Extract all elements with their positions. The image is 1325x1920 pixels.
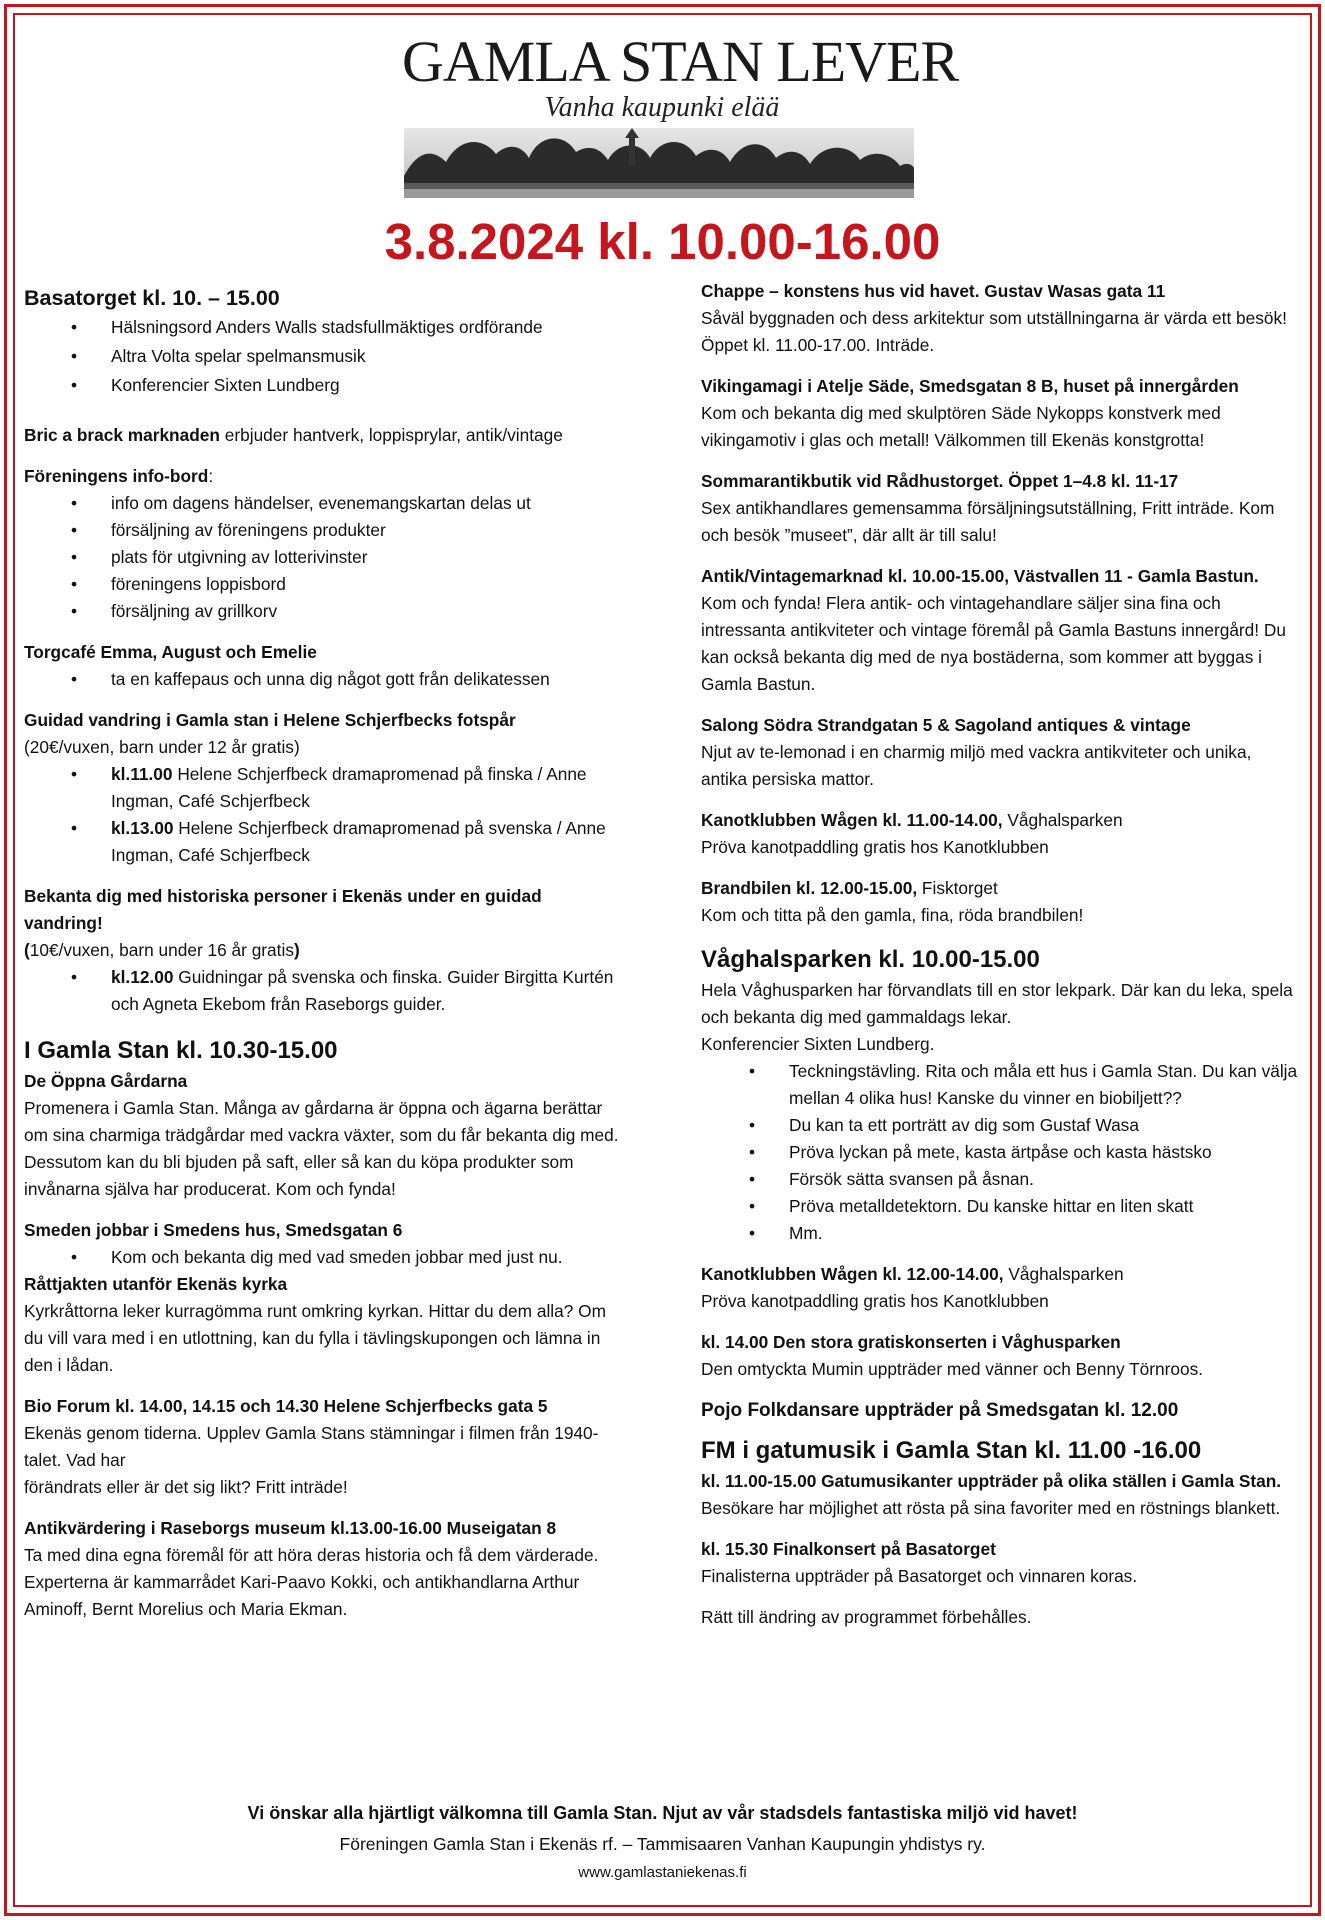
item-text: Helene Schjerfbeck dramapromenad på svenska / Anne Ingman, Café Schjerfbeck [111, 818, 606, 865]
section-title: Bric a brack marknaden [24, 425, 220, 445]
event-date-time: 3.8.2024 kl. 10.00-16.00 [384, 213, 941, 270]
list-item: • försäljning av grillkorv [24, 598, 624, 625]
section-title: Antik/Vintagemarknad kl. 10.00-15.00, Västvallen 11 - Gamla Bastun. [701, 566, 1259, 586]
section-title: Basatorget kl. 10. – 15.00 [24, 286, 280, 310]
section-desc: Besökare har möjlighet att rösta på sina favoriter med en röstnings blankett. [701, 1498, 1281, 1518]
bullet-list [701, 1058, 1301, 1247]
section-colon: : [208, 466, 214, 486]
section-desc: Promenera i Gamla Stan. Många av gårdarna är öppna och ägarna berättar om sina charmiga trädgårdar med vackra växter, som du får bekanta dig med. Dessutom kan du bli bjuden på saft, eller så kan du köpa produkter som invånarna själva har producerat. Kom och fynda! [24, 1098, 619, 1199]
section-brandbilen [701, 875, 1301, 929]
section-desc: Kom och titta på den gamla, fina, röda brandbilen! [701, 905, 1084, 925]
section-text [24, 463, 624, 490]
footer-welcome: Vi önskar alla hjärtligt välkomna till Gamla Stan. Njut av vår stadsdels fantastiska miljö vid havet! [247, 1803, 1078, 1823]
section-title: Föreningens info-bord [24, 466, 209, 486]
footer-organization: Föreningen Gamla Stan i Ekenäs rf. – Tammisaaren Vanhan Kaupungin yhdistys ry. [339, 1834, 986, 1854]
section-historiska-personer [24, 883, 624, 1018]
section-oppna-gardarna [24, 1068, 624, 1203]
bullet-list [24, 761, 624, 869]
list-item: • Du kan ta ett porträtt av dig som Gustaf Wasa [701, 1112, 1301, 1139]
list-item: • Pröva lyckan på mete, kasta ärtpåse och kasta hästsko [701, 1139, 1301, 1166]
section-desc: Kyrkråttorna leker kurragömma runt omkring kyrkan. Hittar du dem alla? Om du vill vara med i en utlottning, kan du fylla i tävlingskupongen och lämna in den i lådan. [24, 1301, 607, 1375]
list-item: • Mm. [701, 1220, 1301, 1247]
footer-website-link[interactable]: www.gamlastaniekenas.fi [578, 1864, 747, 1881]
section-desc: Finalisterna uppträder på Basatorget och vinnaren koras. [701, 1566, 1138, 1586]
section-smeden [24, 1217, 624, 1271]
item-text: Guidningar på svenska och finska. Guider Birgitta Kurtén och Agneta Ekebom från Raseborgs guider. [111, 967, 614, 1014]
section-finalkonsert [701, 1536, 1301, 1590]
section-title: Våghalsparken kl. 10.00-15.00 [701, 946, 1040, 973]
section-title: Smeden jobbar i Smedens hus, Smedsgatan 6 [24, 1220, 403, 1240]
section-desc: Kom och fynda! Flera antik- och vintagehandlare säljer sina fina och intressanta antikviteter och vintage föremål på Gamla Bastuns innergård! Du kan också bekanta dig med de nya bostäderna, som kommer att byggas i Gamla Bastun. [701, 593, 1286, 694]
logo-title: GAMLA STAN LEVER [402, 29, 959, 94]
disclaimer: Rätt till ändring av programmet förbehålles. [701, 1607, 1032, 1627]
section-kanotklubben-2 [701, 1261, 1301, 1315]
list-item: • försäljning av föreningens produkter [24, 517, 624, 544]
section-torgcafe [24, 639, 624, 693]
section-bio-forum [24, 1393, 624, 1501]
list-item: • Pröva metalldetektorn. Du kanske hittar en liten skatt [701, 1193, 1301, 1220]
section-title: kl. 11.00-15.00 Gatumusikanter uppträder på olika ställen i Gamla Stan. [701, 1471, 1282, 1491]
section-antikvardering [24, 1515, 624, 1623]
time-label: kl.12.00 [111, 967, 174, 987]
logo-subtitle: Vanha kaupunki elää [544, 92, 780, 123]
item-text: Helene Schjerfbeck dramapromenad på finska / Anne Ingman, Café Schjerfbeck [111, 764, 587, 811]
bullet-list [24, 666, 624, 693]
heading-gamla-stan: I Gamla Stan kl. 10.30-15.00 [24, 1037, 338, 1064]
section-title: kl. 15.30 Finalkonsert på Basatorget [701, 1539, 996, 1559]
section-text [24, 422, 624, 449]
section-title: Vikingamagi i Atelje Säde, Smedsgatan 8 B, huset på innergården [701, 376, 1239, 396]
section-title: De Öppna Gårdarna [24, 1071, 188, 1091]
list-item: • föreningens loppisbord [24, 571, 624, 598]
section-title: Chappe – konstens hus vid havet. Gustav Wasas gata 11 [701, 281, 1166, 301]
section-vintagemarknad [701, 563, 1301, 698]
section-desc: erbjuder hantverk, loppisprylar, antik/vintage [219, 425, 563, 445]
list-item: • Hälsningsord Anders Walls stadsfullmäktiges ordförande [24, 313, 624, 342]
section-desc: Ekenäs genom tiderna. Upplev Gamla Stans stämningar i filmen från 1940-talet. Vad har [24, 1423, 599, 1470]
section-title: Salong Södra Strandgatan 5 & Sagoland antiques & vintage [701, 715, 1191, 735]
section-salong [701, 712, 1301, 793]
section-title: Bekanta dig med historiska personer i Ekenäs under en guidad vandring! [24, 886, 542, 933]
list-item: • Konferencier Sixten Lundberg [24, 371, 624, 400]
section-title: kl. 14.00 Den stora gratiskonserten i Våghusparken [701, 1332, 1121, 1352]
section-gatumusikanter [701, 1468, 1301, 1522]
section-pojo: Pojo Folkdansare uppträder på Smedsgatan kl. 12.00 [701, 1400, 1179, 1421]
section-sommarantikbutik [701, 468, 1301, 549]
section-desc: Hela Våghusparken har förvandlats till en stor lekpark. Där kan du leka, spela och bekanta dig med gammaldags lekar. [701, 980, 1293, 1027]
price-note: (10€/vuxen, barn under 16 år gratis) [24, 940, 300, 960]
section-kanotklubben-1 [701, 807, 1301, 861]
bullet-list [24, 964, 624, 1018]
list-item [24, 815, 624, 869]
section-title: Råttjakten utanför Ekenäs kyrka [24, 1274, 288, 1294]
section-title: Bio Forum kl. 14.00, 14.15 och 14.30 Helene Schjerfbecks gata 5 [24, 1396, 548, 1416]
program-right-column [701, 278, 1301, 1631]
section-title: Kanotklubben Wågen kl. 12.00-14.00, Våghalsparken [701, 1264, 1124, 1284]
section-title: Kanotklubben Wågen kl. 11.00-14.00, Våghalsparken [701, 810, 1123, 830]
time-label: kl.13.00 [111, 818, 174, 838]
list-item: • info om dagens händelser, evenemangskartan delas ut [24, 490, 624, 517]
section-desc: Njut av te-lemonad i en charmig miljö med vackra antikviteter och unika, antika persiska mattor. [701, 742, 1252, 789]
list-item [24, 761, 624, 815]
list-item: • ta en kaffepaus och unna dig något gott från delikatessen [24, 666, 624, 693]
section-desc: Ta med dina egna föremål för att höra deras historia och få dem värderade. Experterna är kammarrådet Kari-Paavo Kokki, och antikhandlarna Arthur Aminoff, Bernt Morelius och Maria Ekman. [24, 1545, 599, 1619]
bullet-list [24, 490, 624, 625]
program-left-column [24, 283, 624, 1637]
bullet-list [24, 313, 624, 400]
section-desc: Den omtyckta Mumin uppträder med vänner och Benny Törnroos. [701, 1359, 1204, 1379]
section-info-bord [24, 463, 624, 625]
list-item: • plats för utgivning av lotterivinster [24, 544, 624, 571]
section-title: Brandbilen kl. 12.00-15.00, Fisktorget [701, 878, 998, 898]
bullet-list [24, 1244, 624, 1271]
section-rattjakten [24, 1271, 624, 1379]
list-item: • Försök sätta svansen på åsnan. [701, 1166, 1301, 1193]
town-silhouette-photo [404, 128, 914, 198]
list-item: • Altra Volta spelar spelmansmusik [24, 342, 624, 371]
time-label: kl.11.00 [111, 764, 173, 784]
section-desc: förändrats eller är det sig likt? Fritt inträde! [24, 1477, 348, 1497]
section-title: Sommarantikbutik vid Rådhustorget. Öppet 1–4.8 kl. 11-17 [701, 471, 1179, 491]
price-note: (20€/vuxen, barn under 12 år gratis) [24, 737, 300, 757]
section-title: Torgcafé Emma, August och Emelie [24, 642, 317, 662]
section-vikingamagi [701, 373, 1301, 454]
section-desc: Kom och bekanta dig med skulptören Säde Nykopps konstverk med vikingamotiv i glas och metall! Välkommen till Ekenäs konstgrotta! [701, 403, 1221, 450]
section-title: Antikvärdering i Raseborgs museum kl.13.00-16.00 Museigatan 8 [24, 1518, 557, 1538]
section-bric-a-brack [24, 422, 624, 449]
section-desc: Konferencier Sixten Lundberg. [701, 1034, 935, 1054]
section-basatorget [24, 283, 624, 400]
list-item: • Kom och bekanta dig med vad smeden jobbar med just nu. [24, 1244, 624, 1271]
section-title: Guidad vandring i Gamla stan i Helene Schjerfbecks fotspår [24, 710, 516, 730]
section-desc: Pröva kanotpaddling gratis hos Kanotklubben [701, 837, 1049, 857]
section-vaghalsparken [701, 943, 1301, 1247]
section-desc: Såväl byggnaden och dess arkitektur som utställningarna är värda ett besök! Öppet kl. 11.00-17.00. Inträde. [701, 308, 1287, 355]
heading-fm-gatumusik: FM i gatumusik i Gamla Stan kl. 11.00 -16.00 [701, 1437, 1202, 1464]
section-guidad-vandring [24, 707, 624, 869]
list-item [24, 964, 624, 1018]
list-item: • Teckningstävling. Rita och måla ett hus i Gamla Stan. Du kan välja mellan 4 olika hus! Kanske du vinner en biobiljett?? [701, 1058, 1301, 1112]
section-desc: Sex antikhandlares gemensamma försäljningsutställning, Fritt inträde. Kom och besök ”museet”, där allt är till salu! [701, 498, 1275, 545]
section-desc: Pröva kanotpaddling gratis hos Kanotklubben [701, 1291, 1049, 1311]
section-gratiskonsert [701, 1329, 1301, 1383]
section-chappe [701, 278, 1301, 359]
